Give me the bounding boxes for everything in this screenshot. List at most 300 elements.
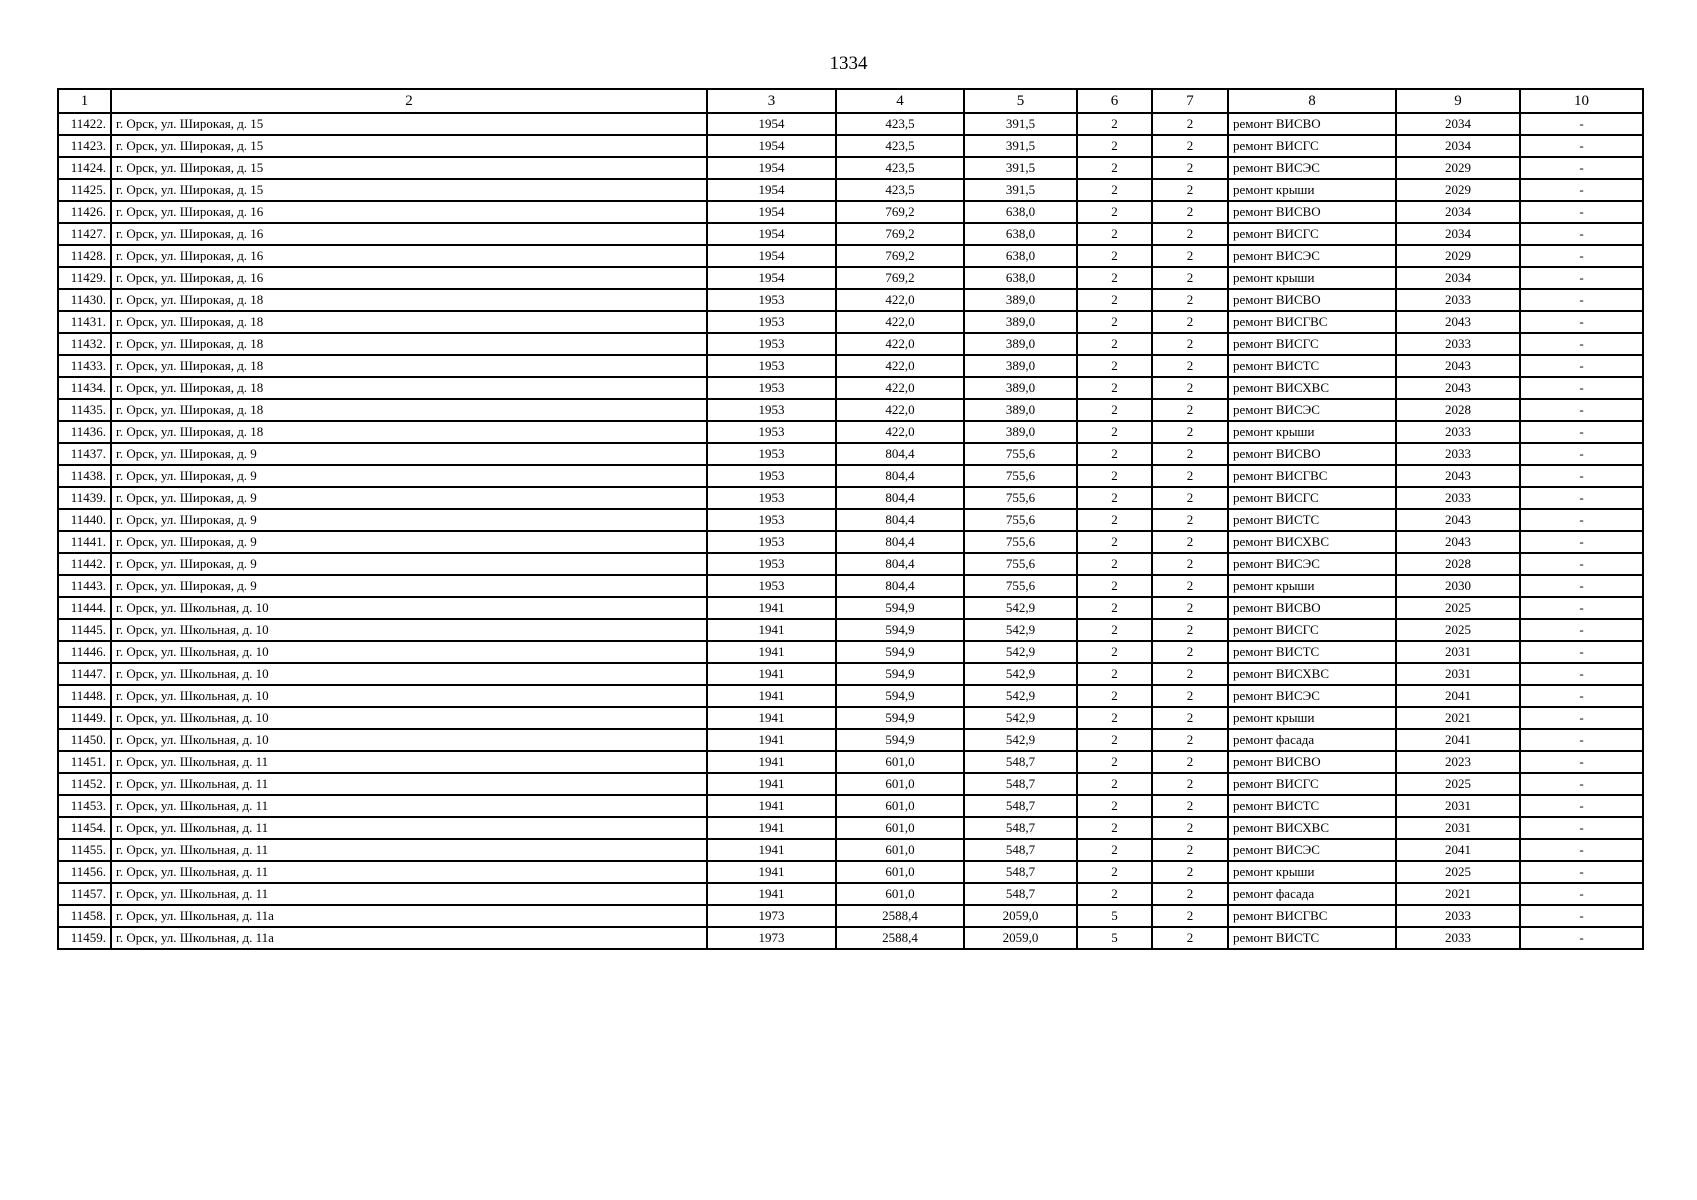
row-number: 11426. <box>58 201 111 223</box>
col10-cell: - <box>1520 817 1643 839</box>
year-cell: 1953 <box>707 377 836 399</box>
area-total-cell: 594,9 <box>836 641 964 663</box>
area-living-cell: 755,6 <box>964 531 1077 553</box>
address-cell: г. Орск, ул. Широкая, д. 16 <box>111 223 707 245</box>
row-number: 11437. <box>58 443 111 465</box>
area-living-cell: 548,7 <box>964 839 1077 861</box>
row-number: 11445. <box>58 619 111 641</box>
floors-cell: 2 <box>1077 751 1152 773</box>
col7-cell: 2 <box>1152 509 1228 531</box>
area-total-cell: 601,0 <box>836 795 964 817</box>
floors-cell: 2 <box>1077 883 1152 905</box>
year-cell: 1954 <box>707 201 836 223</box>
address-cell: г. Орск, ул. Школьная, д. 10 <box>111 663 707 685</box>
col7-cell: 2 <box>1152 641 1228 663</box>
col7-cell: 2 <box>1152 575 1228 597</box>
address-cell: г. Орск, ул. Школьная, д. 10 <box>111 641 707 663</box>
address-cell: г. Орск, ул. Широкая, д. 9 <box>111 465 707 487</box>
area-total-cell: 601,0 <box>836 883 964 905</box>
work-type-cell: ремонт ВИСГВС <box>1228 465 1396 487</box>
table-row <box>58 421 1643 443</box>
column-header: 1 <box>58 89 111 113</box>
work-type-cell: ремонт ВИСТС <box>1228 355 1396 377</box>
col7-cell: 2 <box>1152 839 1228 861</box>
work-type-cell: ремонт ВИСВО <box>1228 597 1396 619</box>
col10-cell: - <box>1520 355 1643 377</box>
year-plan-cell: 2033 <box>1396 927 1520 949</box>
floors-cell: 2 <box>1077 641 1152 663</box>
col10-cell: - <box>1520 289 1643 311</box>
table-row <box>58 575 1643 597</box>
work-type-cell: ремонт крыши <box>1228 707 1396 729</box>
address-cell: г. Орск, ул. Широкая, д. 9 <box>111 443 707 465</box>
area-living-cell: 542,9 <box>964 729 1077 751</box>
row-number: 11459. <box>58 927 111 949</box>
table-row <box>58 157 1643 179</box>
work-type-cell: ремонт ВИСЭС <box>1228 553 1396 575</box>
work-type-cell: ремонт ВИСГС <box>1228 223 1396 245</box>
col10-cell: - <box>1520 751 1643 773</box>
year-cell: 1953 <box>707 289 836 311</box>
table-row <box>58 135 1643 157</box>
row-number: 11442. <box>58 553 111 575</box>
area-total-cell: 423,5 <box>836 113 964 135</box>
year-plan-cell: 2031 <box>1396 817 1520 839</box>
year-cell: 1941 <box>707 861 836 883</box>
address-cell: г. Орск, ул. Широкая, д. 18 <box>111 333 707 355</box>
row-number: 11456. <box>58 861 111 883</box>
row-number: 11443. <box>58 575 111 597</box>
table-row <box>58 289 1643 311</box>
year-plan-cell: 2033 <box>1396 333 1520 355</box>
area-living-cell: 389,0 <box>964 355 1077 377</box>
address-cell: г. Орск, ул. Широкая, д. 16 <box>111 245 707 267</box>
floors-cell: 2 <box>1077 575 1152 597</box>
year-cell: 1953 <box>707 553 836 575</box>
area-total-cell: 804,4 <box>836 531 964 553</box>
area-total-cell: 769,2 <box>836 267 964 289</box>
area-living-cell: 2059,0 <box>964 927 1077 949</box>
year-cell: 1954 <box>707 179 836 201</box>
work-type-cell: ремонт ВИСХВС <box>1228 531 1396 553</box>
table-row <box>58 179 1643 201</box>
area-total-cell: 601,0 <box>836 751 964 773</box>
year-cell: 1953 <box>707 311 836 333</box>
col10-cell: - <box>1520 135 1643 157</box>
table-row <box>58 531 1643 553</box>
floors-cell: 2 <box>1077 729 1152 751</box>
area-living-cell: 542,9 <box>964 663 1077 685</box>
work-type-cell: ремонт крыши <box>1228 179 1396 201</box>
row-number: 11447. <box>58 663 111 685</box>
year-plan-cell: 2028 <box>1396 553 1520 575</box>
floors-cell: 2 <box>1077 333 1152 355</box>
year-plan-cell: 2029 <box>1396 179 1520 201</box>
address-cell: г. Орск, ул. Школьная, д. 11а <box>111 905 707 927</box>
work-type-cell: ремонт фасада <box>1228 883 1396 905</box>
address-cell: г. Орск, ул. Широкая, д. 9 <box>111 531 707 553</box>
address-cell: г. Орск, ул. Школьная, д. 10 <box>111 729 707 751</box>
area-living-cell: 548,7 <box>964 751 1077 773</box>
col10-cell: - <box>1520 861 1643 883</box>
col10-cell: - <box>1520 465 1643 487</box>
address-cell: г. Орск, ул. Школьная, д. 10 <box>111 597 707 619</box>
area-total-cell: 594,9 <box>836 597 964 619</box>
table-row <box>58 223 1643 245</box>
address-cell: г. Орск, ул. Широкая, д. 18 <box>111 377 707 399</box>
area-living-cell: 391,5 <box>964 135 1077 157</box>
table-row <box>58 883 1643 905</box>
col7-cell: 2 <box>1152 487 1228 509</box>
row-number: 11457. <box>58 883 111 905</box>
area-living-cell: 389,0 <box>964 377 1077 399</box>
col10-cell: - <box>1520 685 1643 707</box>
floors-cell: 2 <box>1077 817 1152 839</box>
col10-cell: - <box>1520 883 1643 905</box>
col7-cell: 2 <box>1152 135 1228 157</box>
column-header: 9 <box>1396 89 1520 113</box>
row-number: 11436. <box>58 421 111 443</box>
col7-cell: 2 <box>1152 619 1228 641</box>
area-living-cell: 389,0 <box>964 289 1077 311</box>
year-cell: 1953 <box>707 575 836 597</box>
floors-cell: 2 <box>1077 135 1152 157</box>
row-number: 11458. <box>58 905 111 927</box>
row-number: 11432. <box>58 333 111 355</box>
address-cell: г. Орск, ул. Школьная, д. 10 <box>111 685 707 707</box>
area-living-cell: 548,7 <box>964 817 1077 839</box>
area-living-cell: 391,5 <box>964 113 1077 135</box>
work-type-cell: ремонт ВИСТС <box>1228 641 1396 663</box>
area-living-cell: 389,0 <box>964 399 1077 421</box>
row-number: 11435. <box>58 399 111 421</box>
address-cell: г. Орск, ул. Широкая, д. 18 <box>111 311 707 333</box>
area-living-cell: 755,6 <box>964 553 1077 575</box>
year-plan-cell: 2033 <box>1396 289 1520 311</box>
floors-cell: 5 <box>1077 927 1152 949</box>
work-type-cell: ремонт ВИСГС <box>1228 135 1396 157</box>
table-row <box>58 311 1643 333</box>
col10-cell: - <box>1520 773 1643 795</box>
table-row <box>58 509 1643 531</box>
area-living-cell: 542,9 <box>964 597 1077 619</box>
floors-cell: 2 <box>1077 223 1152 245</box>
year-plan-cell: 2025 <box>1396 619 1520 641</box>
year-cell: 1941 <box>707 663 836 685</box>
floors-cell: 2 <box>1077 245 1152 267</box>
year-cell: 1953 <box>707 531 836 553</box>
floors-cell: 2 <box>1077 553 1152 575</box>
year-cell: 1941 <box>707 641 836 663</box>
table-row <box>58 201 1643 223</box>
floors-cell: 2 <box>1077 201 1152 223</box>
col7-cell: 2 <box>1152 531 1228 553</box>
address-cell: г. Орск, ул. Широкая, д. 9 <box>111 553 707 575</box>
col7-cell: 2 <box>1152 883 1228 905</box>
address-cell: г. Орск, ул. Школьная, д. 11 <box>111 751 707 773</box>
year-plan-cell: 2023 <box>1396 751 1520 773</box>
row-number: 11441. <box>58 531 111 553</box>
table-row <box>58 773 1643 795</box>
column-header: 7 <box>1152 89 1228 113</box>
year-plan-cell: 2041 <box>1396 729 1520 751</box>
col7-cell: 2 <box>1152 223 1228 245</box>
area-living-cell: 2059,0 <box>964 905 1077 927</box>
year-plan-cell: 2043 <box>1396 355 1520 377</box>
row-number: 11429. <box>58 267 111 289</box>
address-cell: г. Орск, ул. Школьная, д. 11 <box>111 795 707 817</box>
col10-cell: - <box>1520 311 1643 333</box>
year-cell: 1941 <box>707 817 836 839</box>
col10-cell: - <box>1520 421 1643 443</box>
year-plan-cell: 2033 <box>1396 443 1520 465</box>
year-cell: 1941 <box>707 751 836 773</box>
page-number: 1334 <box>829 53 868 74</box>
table-row <box>58 905 1643 927</box>
address-cell: г. Орск, ул. Широкая, д. 9 <box>111 575 707 597</box>
col7-cell: 2 <box>1152 443 1228 465</box>
area-total-cell: 594,9 <box>836 685 964 707</box>
year-cell: 1953 <box>707 333 836 355</box>
year-plan-cell: 2034 <box>1396 223 1520 245</box>
row-number: 11449. <box>58 707 111 729</box>
year-cell: 1953 <box>707 487 836 509</box>
area-living-cell: 755,6 <box>964 465 1077 487</box>
col10-cell: - <box>1520 597 1643 619</box>
work-type-cell: ремонт ВИСВО <box>1228 443 1396 465</box>
work-type-cell: ремонт ВИСТС <box>1228 795 1396 817</box>
table-row <box>58 641 1643 663</box>
col10-cell: - <box>1520 179 1643 201</box>
year-cell: 1954 <box>707 135 836 157</box>
address-cell: г. Орск, ул. Школьная, д. 11 <box>111 883 707 905</box>
area-total-cell: 2588,4 <box>836 905 964 927</box>
table-row <box>58 619 1643 641</box>
year-plan-cell: 2025 <box>1396 597 1520 619</box>
table-row <box>58 333 1643 355</box>
year-plan-cell: 2031 <box>1396 641 1520 663</box>
row-number: 11423. <box>58 135 111 157</box>
year-plan-cell: 2033 <box>1396 905 1520 927</box>
year-plan-cell: 2041 <box>1396 685 1520 707</box>
year-cell: 1953 <box>707 355 836 377</box>
address-cell: г. Орск, ул. Школьная, д. 10 <box>111 707 707 729</box>
col7-cell: 2 <box>1152 267 1228 289</box>
year-cell: 1941 <box>707 773 836 795</box>
table-row <box>58 355 1643 377</box>
area-living-cell: 389,0 <box>964 333 1077 355</box>
work-type-cell: ремонт ВИСГС <box>1228 619 1396 641</box>
row-number: 11452. <box>58 773 111 795</box>
address-cell: г. Орск, ул. Широкая, д. 18 <box>111 289 707 311</box>
area-living-cell: 542,9 <box>964 619 1077 641</box>
col7-cell: 2 <box>1152 553 1228 575</box>
col10-cell: - <box>1520 443 1643 465</box>
area-living-cell: 638,0 <box>964 223 1077 245</box>
year-plan-cell: 2041 <box>1396 839 1520 861</box>
year-cell: 1954 <box>707 223 836 245</box>
area-total-cell: 804,4 <box>836 443 964 465</box>
col7-cell: 2 <box>1152 113 1228 135</box>
area-living-cell: 542,9 <box>964 685 1077 707</box>
area-total-cell: 422,0 <box>836 311 964 333</box>
year-plan-cell: 2043 <box>1396 377 1520 399</box>
column-header: 8 <box>1228 89 1396 113</box>
year-cell: 1954 <box>707 267 836 289</box>
address-cell: г. Орск, ул. Школьная, д. 10 <box>111 619 707 641</box>
year-plan-cell: 2033 <box>1396 487 1520 509</box>
col7-cell: 2 <box>1152 905 1228 927</box>
floors-cell: 2 <box>1077 355 1152 377</box>
work-type-cell: ремонт ВИСГВС <box>1228 905 1396 927</box>
work-type-cell: ремонт ВИСЭС <box>1228 157 1396 179</box>
floors-cell: 2 <box>1077 157 1152 179</box>
year-cell: 1941 <box>707 795 836 817</box>
col7-cell: 2 <box>1152 333 1228 355</box>
year-plan-cell: 2025 <box>1396 773 1520 795</box>
table-body <box>58 113 1643 949</box>
col10-cell: - <box>1520 267 1643 289</box>
year-plan-cell: 2043 <box>1396 531 1520 553</box>
row-number: 11434. <box>58 377 111 399</box>
column-header: 4 <box>836 89 964 113</box>
table-row <box>58 597 1643 619</box>
year-cell: 1953 <box>707 399 836 421</box>
year-plan-cell: 2031 <box>1396 663 1520 685</box>
row-number: 11427. <box>58 223 111 245</box>
year-plan-cell: 2029 <box>1396 157 1520 179</box>
area-total-cell: 601,0 <box>836 773 964 795</box>
table-row <box>58 685 1643 707</box>
year-cell: 1941 <box>707 729 836 751</box>
col10-cell: - <box>1520 245 1643 267</box>
area-living-cell: 542,9 <box>964 641 1077 663</box>
col7-cell: 2 <box>1152 311 1228 333</box>
area-living-cell: 638,0 <box>964 267 1077 289</box>
col10-cell: - <box>1520 619 1643 641</box>
table-row <box>58 487 1643 509</box>
column-number-header-row <box>58 89 1643 113</box>
col10-cell: - <box>1520 641 1643 663</box>
area-total-cell: 422,0 <box>836 399 964 421</box>
area-total-cell: 804,4 <box>836 509 964 531</box>
floors-cell: 2 <box>1077 509 1152 531</box>
area-total-cell: 769,2 <box>836 201 964 223</box>
year-plan-cell: 2028 <box>1396 399 1520 421</box>
row-number: 11454. <box>58 817 111 839</box>
row-number: 11453. <box>58 795 111 817</box>
col10-cell: - <box>1520 905 1643 927</box>
table-row <box>58 839 1643 861</box>
table-row <box>58 399 1643 421</box>
work-type-cell: ремонт фасада <box>1228 729 1396 751</box>
floors-cell: 2 <box>1077 289 1152 311</box>
col7-cell: 2 <box>1152 201 1228 223</box>
year-plan-cell: 2030 <box>1396 575 1520 597</box>
col7-cell: 2 <box>1152 179 1228 201</box>
table-row <box>58 751 1643 773</box>
col7-cell: 2 <box>1152 861 1228 883</box>
work-type-cell: ремонт ВИСЭС <box>1228 685 1396 707</box>
area-living-cell: 755,6 <box>964 443 1077 465</box>
address-cell: г. Орск, ул. Школьная, д. 11а <box>111 927 707 949</box>
year-plan-cell: 2034 <box>1396 135 1520 157</box>
col10-cell: - <box>1520 223 1643 245</box>
area-total-cell: 804,4 <box>836 575 964 597</box>
address-cell: г. Орск, ул. Широкая, д. 16 <box>111 201 707 223</box>
row-number: 11455. <box>58 839 111 861</box>
year-plan-cell: 2031 <box>1396 795 1520 817</box>
area-living-cell: 548,7 <box>964 795 1077 817</box>
column-header: 5 <box>964 89 1077 113</box>
work-type-cell: ремонт ВИСХВС <box>1228 663 1396 685</box>
year-cell: 1941 <box>707 685 836 707</box>
work-type-cell: ремонт крыши <box>1228 267 1396 289</box>
address-cell: г. Орск, ул. Широкая, д. 18 <box>111 399 707 421</box>
year-plan-cell: 2025 <box>1396 861 1520 883</box>
area-total-cell: 804,4 <box>836 487 964 509</box>
work-type-cell: ремонт ВИСГС <box>1228 773 1396 795</box>
floors-cell: 2 <box>1077 421 1152 443</box>
area-total-cell: 601,0 <box>836 839 964 861</box>
area-living-cell: 548,7 <box>964 861 1077 883</box>
col10-cell: - <box>1520 839 1643 861</box>
year-plan-cell: 2034 <box>1396 113 1520 135</box>
col10-cell: - <box>1520 553 1643 575</box>
year-cell: 1941 <box>707 619 836 641</box>
area-total-cell: 804,4 <box>836 465 964 487</box>
year-plan-cell: 2043 <box>1396 509 1520 531</box>
area-total-cell: 804,4 <box>836 553 964 575</box>
area-total-cell: 594,9 <box>836 707 964 729</box>
year-plan-cell: 2029 <box>1396 245 1520 267</box>
address-cell: г. Орск, ул. Широкая, д. 15 <box>111 157 707 179</box>
year-cell: 1941 <box>707 597 836 619</box>
floors-cell: 2 <box>1077 487 1152 509</box>
row-number: 11431. <box>58 311 111 333</box>
area-living-cell: 548,7 <box>964 773 1077 795</box>
year-cell: 1953 <box>707 465 836 487</box>
col10-cell: - <box>1520 927 1643 949</box>
area-living-cell: 755,6 <box>964 575 1077 597</box>
table-row <box>58 663 1643 685</box>
area-living-cell: 638,0 <box>964 201 1077 223</box>
work-type-cell: ремонт ВИСТС <box>1228 509 1396 531</box>
row-number: 11430. <box>58 289 111 311</box>
register-table <box>57 88 1644 950</box>
col10-cell: - <box>1520 157 1643 179</box>
area-living-cell: 389,0 <box>964 421 1077 443</box>
work-type-cell: ремонт ВИСЭС <box>1228 839 1396 861</box>
area-total-cell: 422,0 <box>836 333 964 355</box>
work-type-cell: ремонт ВИСЭС <box>1228 399 1396 421</box>
col7-cell: 2 <box>1152 729 1228 751</box>
area-total-cell: 2588,4 <box>836 927 964 949</box>
year-plan-cell: 2043 <box>1396 465 1520 487</box>
table-row <box>58 113 1643 135</box>
floors-cell: 2 <box>1077 795 1152 817</box>
work-type-cell: ремонт ВИСГС <box>1228 333 1396 355</box>
year-cell: 1954 <box>707 157 836 179</box>
row-number: 11439. <box>58 487 111 509</box>
floors-cell: 2 <box>1077 377 1152 399</box>
row-number: 11428. <box>58 245 111 267</box>
area-total-cell: 422,0 <box>836 355 964 377</box>
col7-cell: 2 <box>1152 355 1228 377</box>
work-type-cell: ремонт крыши <box>1228 861 1396 883</box>
work-type-cell: ремонт ВИСВО <box>1228 201 1396 223</box>
row-number: 11450. <box>58 729 111 751</box>
